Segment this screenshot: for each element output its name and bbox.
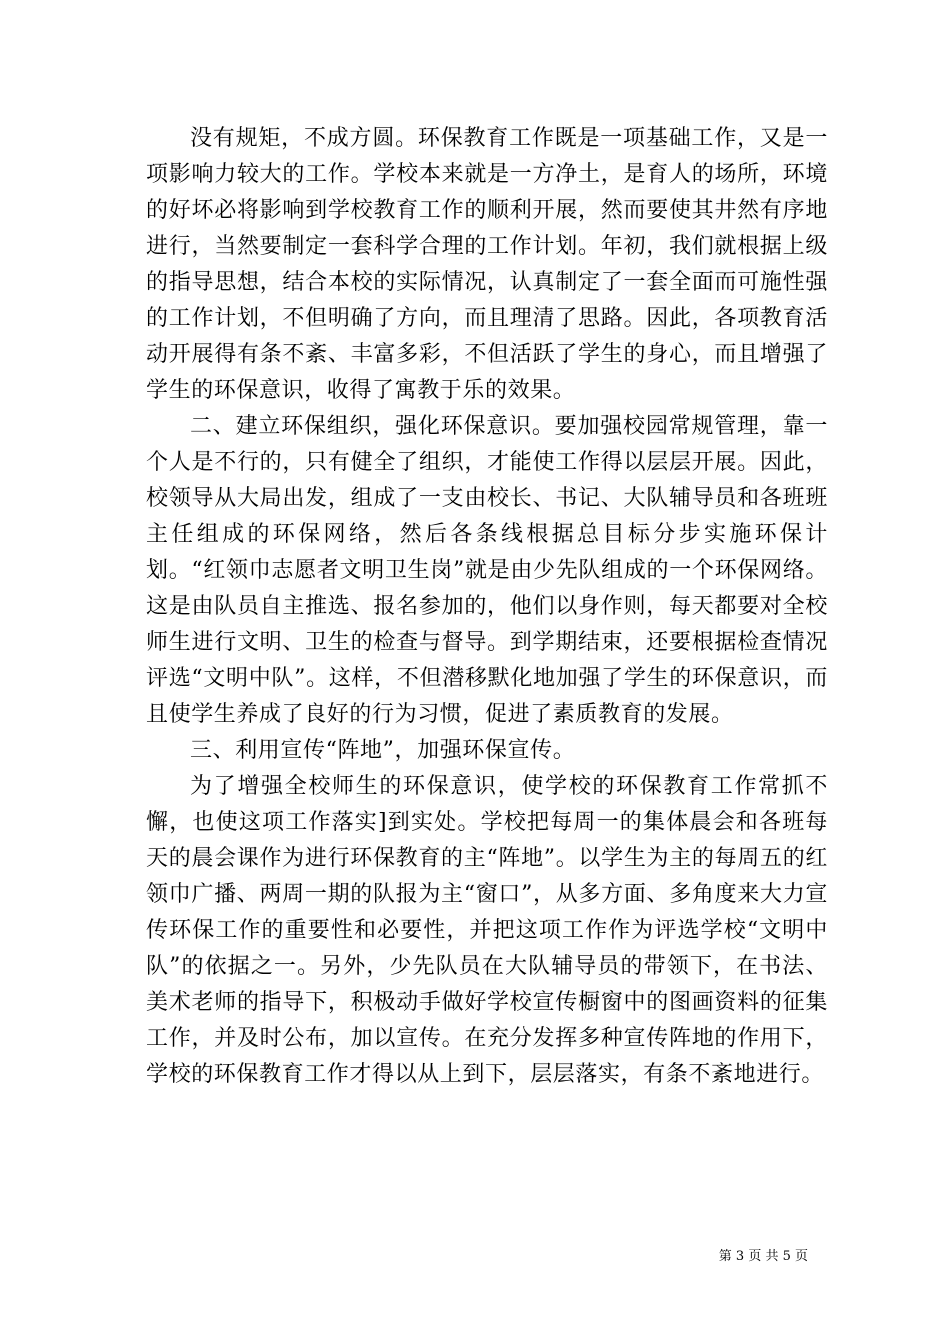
page-number-footer [719,1248,808,1266]
section-heading-propaganda: 三、利用宣传“阵地”，加强环保宣传。 [190,738,576,763]
paragraph-propaganda-positions: 为了增强全校师生的环保意识，使学校的环保教育工作常抓不懈，也使这项工作落实]到实处。学校把每周一的集体晨会和各班每天的晨会课作为进行环保教育的主“阵地”。以学生为主的每周五的红领巾广播、两周一期的队报为主“窗口”，从多方面、多角度来大力宣传环保工作的重要性和必要性，并把这项工作作为评选学校“文明中队”的依据之一。另外，少先队员在大队辅导员的带领下，在书法、美术老师的指导下，积极动手做好学校宣传橱窗中的图画资料的征集工作，并及时公布，加以宣传。在充分发挥多种宣传阵地的作用下，学校的环保教育工作才得以从上到下，层层落实，有条不紊地进行。 [146,774,828,1087]
paragraph-rules-and-plan: 没有规矩，不成方圆。环保教育工作既是一项基础工作，又是一项影响力较大的工作。学校本来就是一方净土，是育人的场所，环境的好坏必将影响到学校教育工作的顺利开展，然而要使其井然有序地进行，当然要制定一套科学合理的工作计划。年初，我们就根据上级的指导思想，结合本校的实际情况，认真制定了一套全面而可施性强的工作计划，不但明确了方向，而且理清了思路。因此，各项教育活动开展得有条不紊、丰富多彩，不但活跃了学生的身心，而且增强了学生的环保意识，收得了寓教于乐的效果。 [146,126,828,403]
document-body [146,121,828,1093]
page-number-label: 第 3 页 共 5 页 [718,1249,808,1264]
paragraph-environmental-organization: 二、建立环保组织，强化环保意识。要加强校园常规管理，靠一个人是不行的，只有健全了组织，才能使工作得以层层开展。因此，校领导从大局出发，组成了一支由校长、书记、大队辅导员和各班班主任组成的环保网络，然后各条线根据总目标分步实施环保计划。“红领巾志愿者文明卫生岗”就是由少先队组成的一个环保网络。这是由队员自主推选、报名参加的，他们以身作则，每天都要对全校师生进行文明、卫生的检查与督导。到学期结束，还要根据检查情况评选“文明中队”。这样，不但潜移默化地加强了学生的环保意识，而且使学生养成了良好的行为习惯，促进了素质教育的发展。 [146,414,828,727]
